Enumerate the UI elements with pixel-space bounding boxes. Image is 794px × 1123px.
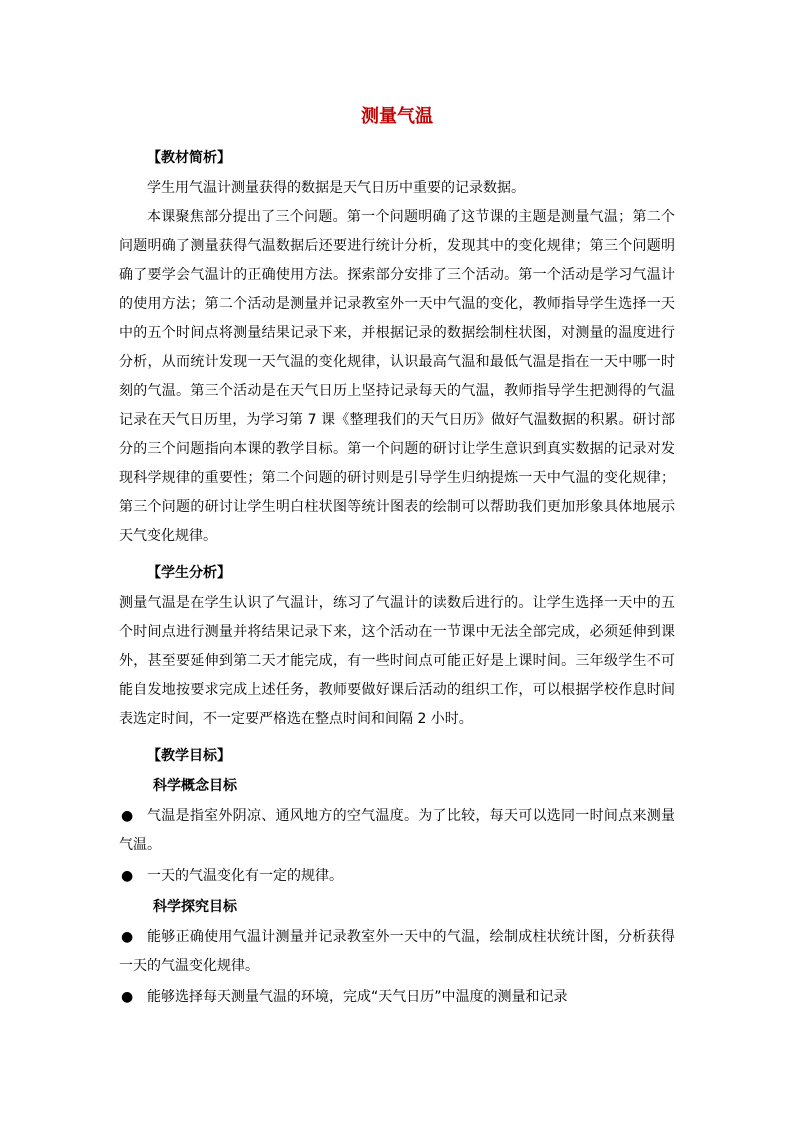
subheading-concept-goals: 科学概念目标 [153,778,237,794]
list-item [119,802,675,860]
bullet-icon: ● [121,868,134,884]
section-heading-goals: 【教学目标】 [147,748,231,764]
paragraph: 本课聚焦部分提出了三个问题。第一个问题明确了这节课的主题是测量气温；第二个问题明确了测量获得气温数据后还要进行统计分析，发现其中的变化规律；第三个问题明确了要学会气温计的正确使用方法。探索部分安排了三个活动。第一个活动是学习气温计的使用方法；第二个活动是测量并记录教室外一天中气温的变化，教师指导学生选择一天中的五个时间点将测量结果记录下来，并根据记录的数据绘制柱状图，对测量的温度进行分析，从而统计发现一天气温的变化规律，认识最高气温和最低气温是指在一天中哪一时刻的气温。第三个活动是在天气日历上坚持记录每天的气温，教师指导学生把测得的气温记录在天气日历里，为学习第 7 课《整理我们的天气日历》做好气温数据的积累。研讨部分的三个问题指向本课的教学目标。第一个问题的研讨让学生意识到真实数据的记录对发现科学规律的重要性；第二个问题的研讨则是引导学生归纳提炼一天中气温的变化规律；第三个问题的研讨让学生明白柱状图等统计图表的绘制可以帮助我们更加形象具体地展示天气变化规律。 [119,209,675,544]
paragraph: 学生用气温计测量获得的数据是天气日历中重要的记录数据。 [147,180,525,196]
list-item-text: 气温是指室外阴凉、通风地方的空气温度。为了比较，每天可以选同一时间点来测量气温。 [119,808,675,853]
bullet-icon: ● [121,808,134,824]
subheading-inquiry-goals: 科学探究目标 [153,899,237,915]
list-item-text: 能够选择每天测量气温的环境，完成“天气日历”中温度的测量和记录 [147,989,568,1005]
bullet-icon: ● [121,929,134,945]
list-item [119,983,675,1012]
list-item [119,862,675,891]
paragraph: 测量气温是在学生认识了气温计，练习了气温计的读数后进行的。让学生选择一天中的五个时间点进行测量并将结果记录下来，这个活动在一节课中无法全部完成，必须延伸到课外，甚至要延伸到第二天才能完成，有一些时间点可能正好是上课时间。三年级学生不可能自发地按要求完成上述任务，教师要做好课后活动的组织工作，可以根据学校作息时间表选定时间，不一定要严格选在整点时间和间隔 2 小时。 [119,595,675,727]
section-heading-textbook: 【教材简析】 [147,150,231,166]
list-item [119,923,675,981]
list-item-text: 一天的气温变化有一定的规律。 [147,868,343,884]
page-title: 测量气温 [361,106,433,127]
bullet-icon: ● [121,989,134,1005]
section-heading-students: 【学生分析】 [147,565,231,581]
list-item-text: 能够正确使用气温计测量并记录教室外一天中的气温，绘制成柱状统计图，分析获得一天的气温变化规律。 [119,929,675,974]
document-page [119,102,675,1014]
